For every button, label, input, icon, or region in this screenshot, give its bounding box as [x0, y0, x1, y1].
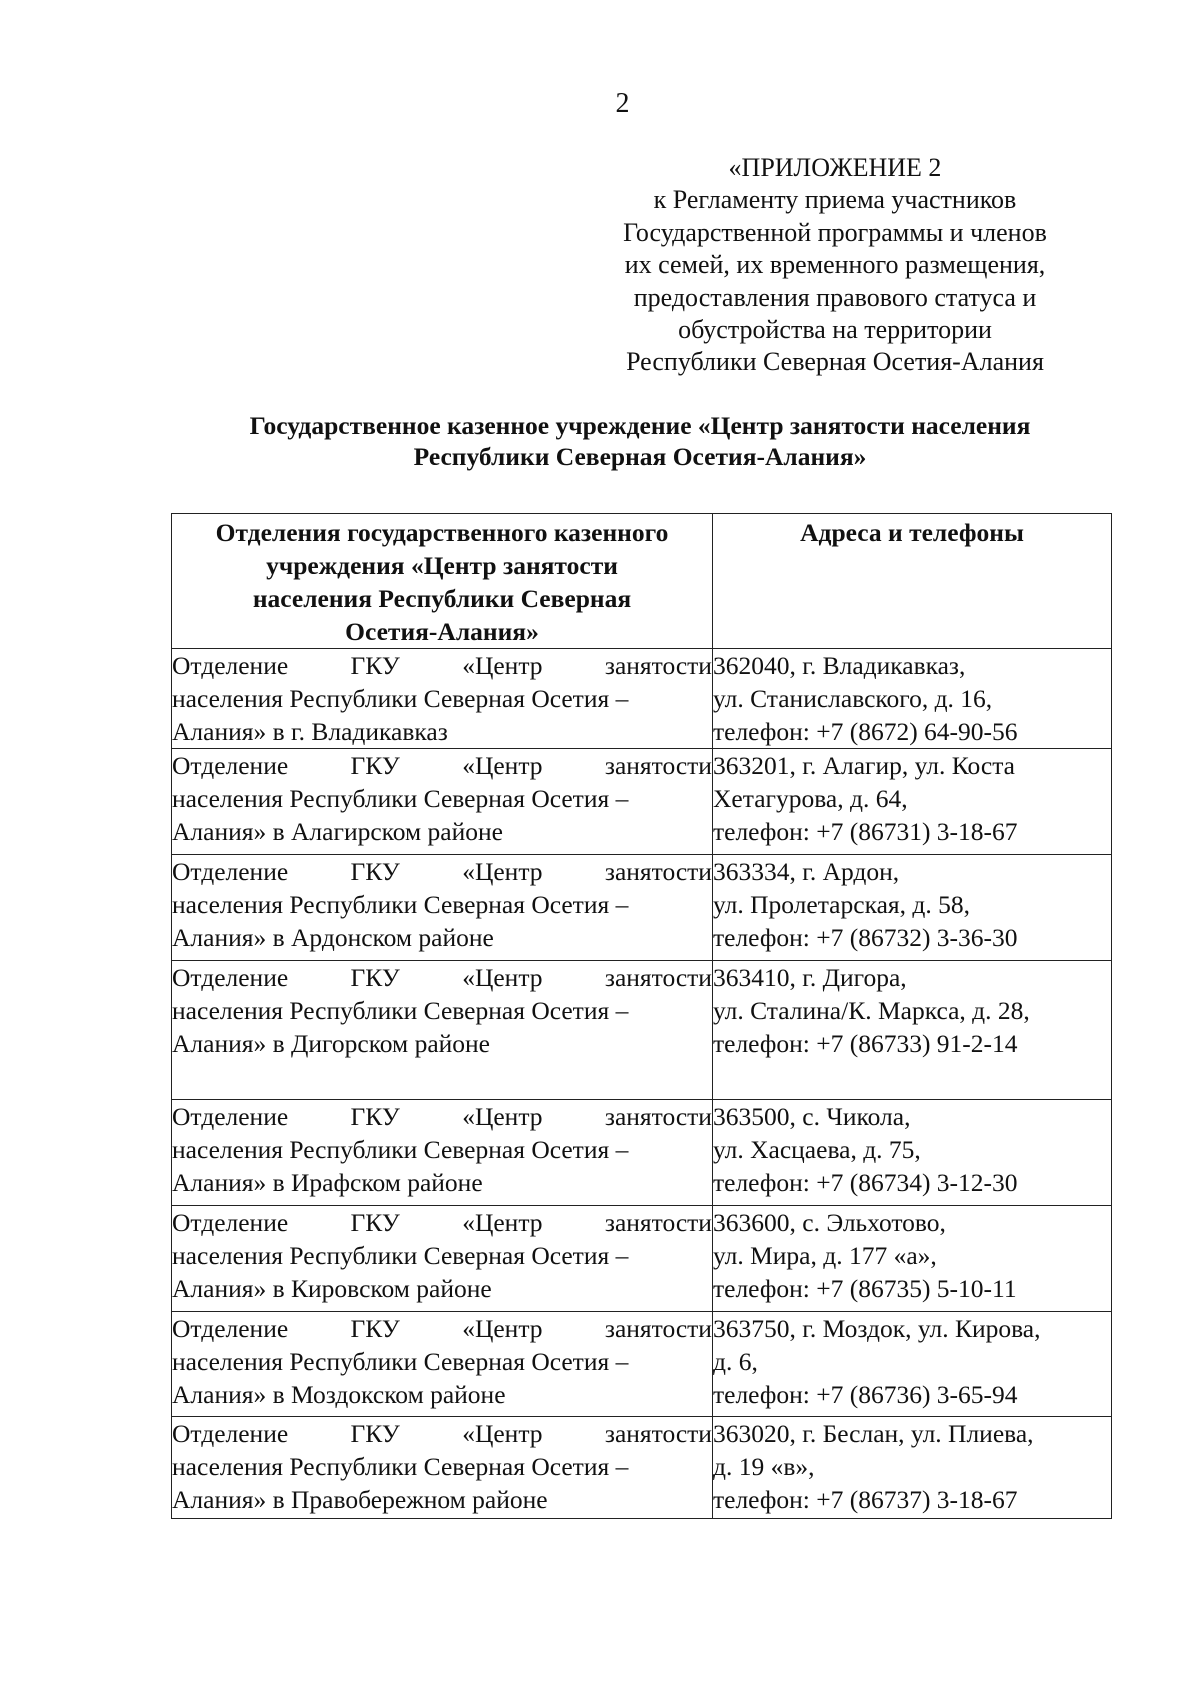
header-line: Отделения государственного казенного [215, 518, 669, 547]
department-name-line: населения Республики Северная Осетия – [172, 784, 629, 813]
department-name-cell [172, 1417, 713, 1519]
organization-title-line: Республики Северная Осетия-Алания» [413, 442, 867, 471]
name-word: «Центр [462, 1208, 543, 1237]
department-name-line: Алания» в г. Владикавказ [172, 717, 448, 746]
name-word: Отделение [172, 963, 289, 992]
table-row [172, 961, 1112, 1100]
address-line: д. 19 «в», [713, 1452, 815, 1481]
table-row [172, 1100, 1112, 1206]
table-row [172, 1417, 1112, 1519]
name-word: Отделение [172, 651, 289, 680]
department-name-line [172, 855, 712, 888]
department-name-cell [172, 1312, 713, 1417]
phone-line: телефон: +7 (8672) 64-90-56 [713, 717, 1018, 746]
name-word: занятости [604, 1314, 712, 1343]
name-word: «Центр [462, 1419, 543, 1448]
department-name-line: населения Республики Северная Осетия – [172, 1347, 629, 1376]
column-header-departments [172, 514, 713, 649]
department-name-line [172, 1312, 712, 1345]
department-name-line: Алания» в Правобережном районе [172, 1485, 548, 1514]
address-cell [713, 1100, 1112, 1206]
header-line: Осетия-Алания» [345, 617, 539, 646]
name-word: занятости [604, 857, 712, 886]
address-line: 362040, г. Владикавказ, [713, 651, 966, 680]
department-name-line [172, 961, 712, 994]
name-word: занятости [604, 751, 712, 780]
appendix-line: предоставления правового статуса и [633, 282, 1037, 312]
header-line: населения Республики Северная [252, 584, 632, 613]
address-line: 363410, г. Дигора, [713, 963, 907, 992]
address-line: ул. Мира, д. 177 «а», [713, 1241, 937, 1270]
address-line: 363020, г. Беслан, ул. Плиева, [713, 1419, 1034, 1448]
column-header-addresses [713, 514, 1112, 649]
name-word: занятости [604, 1102, 712, 1131]
name-word: Отделение [172, 1314, 289, 1343]
table-row [172, 649, 1112, 749]
department-name-line: населения Республики Северная Осетия – [172, 684, 629, 713]
table-row [172, 1312, 1112, 1417]
address-line: 363334, г. Ардон, [713, 857, 900, 886]
department-name-line [172, 1206, 712, 1239]
department-name-line [172, 1417, 712, 1450]
appendix-line: Республики Северная Осетия-Алания [626, 347, 1044, 377]
phone-line: телефон: +7 (86736) 3-65-94 [713, 1380, 1018, 1409]
address-line: ул. Станиславского, д. 16, [713, 684, 993, 713]
address-line: ул. Сталина/К. Маркса, д. 28, [713, 996, 1030, 1025]
table-row [172, 749, 1112, 855]
department-name-line: Алания» в Дигорском районе [172, 1029, 491, 1058]
name-word: ГКУ [350, 1314, 400, 1343]
address-line: ул. Пролетарская, д. 58, [713, 890, 970, 919]
organization-title [150, 410, 1130, 472]
phone-line: телефон: +7 (86734) 3-12-30 [713, 1168, 1018, 1197]
department-name-line: населения Республики Северная Осетия – [172, 1452, 629, 1481]
department-name-line: Алания» в Ардонском районе [172, 923, 494, 952]
table-header-row [172, 514, 1112, 649]
department-name-line: Алания» в Моздокском районе [172, 1380, 506, 1409]
appendix-line: их семей, их временного размещения, [624, 250, 1046, 280]
address-cell [713, 855, 1112, 961]
appendix-line: обустройства на территории [678, 315, 992, 345]
department-name-line [172, 1100, 712, 1133]
department-name-cell [172, 649, 713, 749]
department-name-cell [172, 961, 713, 1100]
department-name-line: населения Республики Северная Осетия – [172, 1241, 629, 1270]
phone-line: телефон: +7 (86732) 3-36-30 [713, 923, 1018, 952]
name-word: «Центр [462, 651, 543, 680]
page-number: 2 [615, 88, 630, 119]
address-cell [713, 749, 1112, 855]
department-name-line: Алания» в Ирафском районе [172, 1168, 483, 1197]
appendix-line: Государственной программы и членов [623, 217, 1047, 247]
name-word: занятости [604, 651, 712, 680]
phone-line: телефон: +7 (86737) 3-18-67 [713, 1485, 1018, 1514]
name-word: Отделение [172, 1102, 289, 1131]
name-word: ГКУ [350, 963, 400, 992]
department-name-line: населения Республики Северная Осетия – [172, 1135, 629, 1164]
name-word: ГКУ [350, 857, 400, 886]
appendix-line: к Регламенту приема участников [653, 185, 1017, 215]
address-line: д. 6, [713, 1347, 758, 1376]
offices-table [171, 513, 1112, 1519]
department-name-line [172, 649, 712, 682]
address-line: 363500, с. Чикола, [713, 1102, 911, 1131]
department-name-line: населения Республики Северная Осетия – [172, 890, 629, 919]
address-cell [713, 649, 1112, 749]
name-word: Отделение [172, 1419, 289, 1448]
appendix-header [570, 152, 1100, 379]
department-name-cell [172, 855, 713, 961]
organization-title-line: Государственное казенное учреждение «Центр занятости населения [249, 411, 1031, 440]
address-cell [713, 1417, 1112, 1519]
name-word: ГКУ [350, 751, 400, 780]
address-cell [713, 961, 1112, 1100]
department-name-line: Алания» в Кировском районе [172, 1274, 492, 1303]
department-name-cell [172, 1206, 713, 1312]
name-word: Отделение [172, 857, 289, 886]
name-word: «Центр [462, 963, 543, 992]
name-word: «Центр [462, 1314, 543, 1343]
phone-line: телефон: +7 (86731) 3-18-67 [713, 817, 1018, 846]
address-cell [713, 1206, 1112, 1312]
name-word: занятости [604, 1419, 712, 1448]
address-line: 363201, г. Алагир, ул. Коста [713, 751, 1015, 780]
name-word: занятости [604, 1208, 712, 1237]
header-line: учреждения «Центр занятости [266, 551, 618, 580]
phone-line: телефон: +7 (86735) 5-10-11 [713, 1274, 1017, 1303]
department-name-line: Алания» в Алагирском районе [172, 817, 503, 846]
name-word: ГКУ [350, 651, 400, 680]
address-line: ул. Хасцаева, д. 75, [713, 1135, 921, 1164]
address-line: 363750, г. Моздок, ул. Кирова, [713, 1314, 1041, 1343]
name-word: занятости [604, 963, 712, 992]
name-word: Отделение [172, 751, 289, 780]
address-line: 363600, с. Эльхотово, [713, 1208, 946, 1237]
department-name-cell [172, 1100, 713, 1206]
department-name-cell [172, 749, 713, 855]
address-cell [713, 1312, 1112, 1417]
name-word: ГКУ [350, 1208, 400, 1237]
name-word: Отделение [172, 1208, 289, 1237]
department-name-line [172, 749, 712, 782]
address-line: Хетагурова, д. 64, [713, 784, 908, 813]
name-word: «Центр [462, 1102, 543, 1131]
department-name-line: населения Республики Северная Осетия – [172, 996, 629, 1025]
name-word: «Центр [462, 751, 543, 780]
table-row [172, 1206, 1112, 1312]
name-word: ГКУ [350, 1419, 400, 1448]
phone-line: телефон: +7 (86733) 91-2-14 [713, 1029, 1018, 1058]
name-word: «Центр [462, 857, 543, 886]
header-line: Адреса и телефоны [800, 518, 1024, 547]
table-row [172, 855, 1112, 961]
appendix-line: «ПРИЛОЖЕНИЕ 2 [728, 153, 942, 182]
name-word: ГКУ [350, 1102, 400, 1131]
